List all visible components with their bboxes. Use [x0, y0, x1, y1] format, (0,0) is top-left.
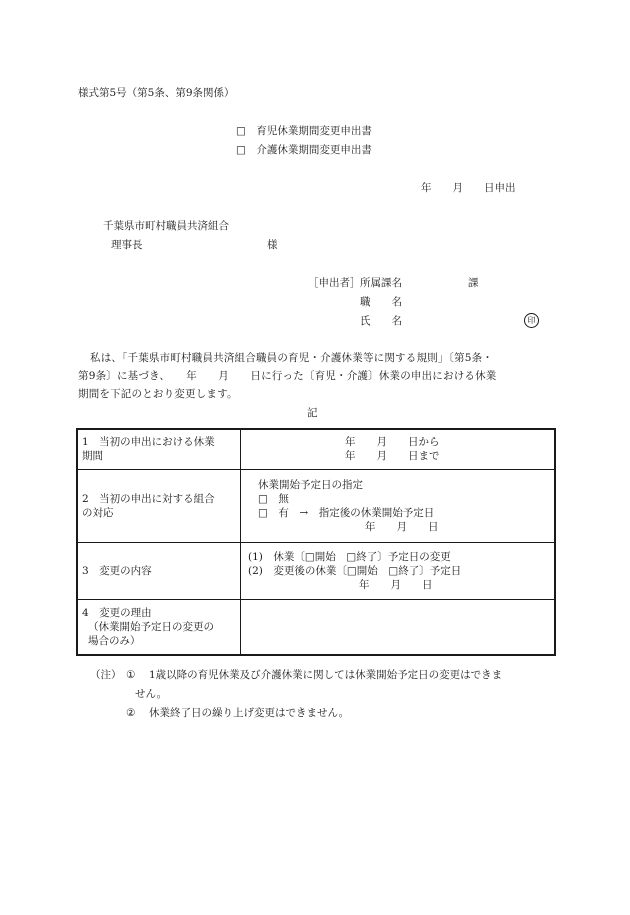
row2-label-line: 2 当初の申出に対する組合 [82, 492, 215, 505]
addressee-honorific: 様 [267, 239, 278, 251]
row2-label [77, 469, 241, 542]
row1-content-line: 年 月 日まで [345, 450, 440, 463]
note-2-number: ② [126, 707, 136, 719]
applicant-label: ［申出者］ [308, 277, 361, 289]
row1-content-line: 年 月 日から [345, 436, 440, 449]
row4-label [77, 599, 241, 655]
body-line-1: 私は、「千葉県市町村職員共済組合職員の育児・介護休業等に関する規則」〔第5条・ [90, 352, 493, 364]
row2-content[interactable] [241, 469, 556, 542]
row2-content-line: 年 月 日 [365, 520, 439, 533]
addressee-title: 理事長 [111, 239, 143, 251]
row4-label-line: （休業開始予定日の変更の [88, 620, 214, 633]
row1-label-line: 1 当初の申出における休業 [82, 436, 215, 449]
body-line-3: 期間を下記のとおり変更します。 [78, 388, 238, 400]
row1-content[interactable] [241, 429, 556, 469]
table-row [77, 599, 555, 655]
row1-label-line: 期間 [82, 450, 103, 463]
change-details-table [76, 428, 556, 656]
addressee-org: 千葉県市町村職員共済組合 [103, 220, 229, 232]
applicant-dept-label: 所属課名 [360, 277, 402, 289]
row2-content-line: □ 有 → 指定後の休業開始予定日 [258, 506, 435, 519]
row2-label-line: の対応 [82, 506, 114, 519]
seal-text: 印 [524, 313, 539, 328]
seal-mark [524, 313, 539, 328]
title-nursing-checkbox-line: □ 介護休業期間変更申出書 [236, 144, 372, 156]
title-childcare-checkbox-line: □ 育児休業期間変更申出書 [236, 125, 372, 137]
row3-label-line: 3 変更の内容 [82, 564, 152, 577]
application-date: 年 月 日申出 [421, 182, 516, 194]
note-1-number: ① [126, 669, 136, 681]
table-row [77, 469, 555, 542]
row3-label [77, 542, 241, 599]
applicant-name-label: 氏 名 [360, 315, 402, 327]
applicant-position-label: 職 名 [360, 296, 402, 308]
row4-label-line: 4 変更の理由 [82, 606, 152, 619]
row3-content-line: (2) 変更後の休業〔□開始 □終了〕予定日 [248, 564, 462, 577]
notes-prefix: （注） [90, 669, 122, 681]
row2-content-line: □ 無 [258, 492, 289, 505]
row1-label [77, 429, 241, 469]
body-line-2: 第9条〕に基づき、 年 月 日に行った〔育児・介護〕休業の申出における休業 [78, 370, 497, 382]
note-1-text-line: 1歳以降の育児休業及び介護休業に関しては休業開始予定日の変更はできま [149, 669, 503, 681]
applicant-dept-suffix: 課 [468, 277, 479, 289]
note-2-text-line: 休業終了日の繰り上げ変更はできません。 [149, 707, 350, 719]
table-row [77, 429, 555, 469]
ki-label: 記 [307, 407, 318, 419]
table-row [77, 542, 555, 599]
row3-content-line: 年 月 日 [359, 578, 433, 591]
form-number: 様式第5号（第5条、第9条関係） [78, 87, 235, 99]
row3-content[interactable] [241, 542, 556, 599]
row2-content-line: 休業開始予定日の指定 [258, 478, 363, 491]
note-1-text-line: せん。 [135, 688, 168, 700]
row4-label-line: 場合のみ） [88, 634, 141, 647]
row4-content-reason[interactable] [241, 599, 556, 655]
row3-content-line: (1) 休業〔□開始 □終了〕予定日の変更 [248, 550, 451, 563]
